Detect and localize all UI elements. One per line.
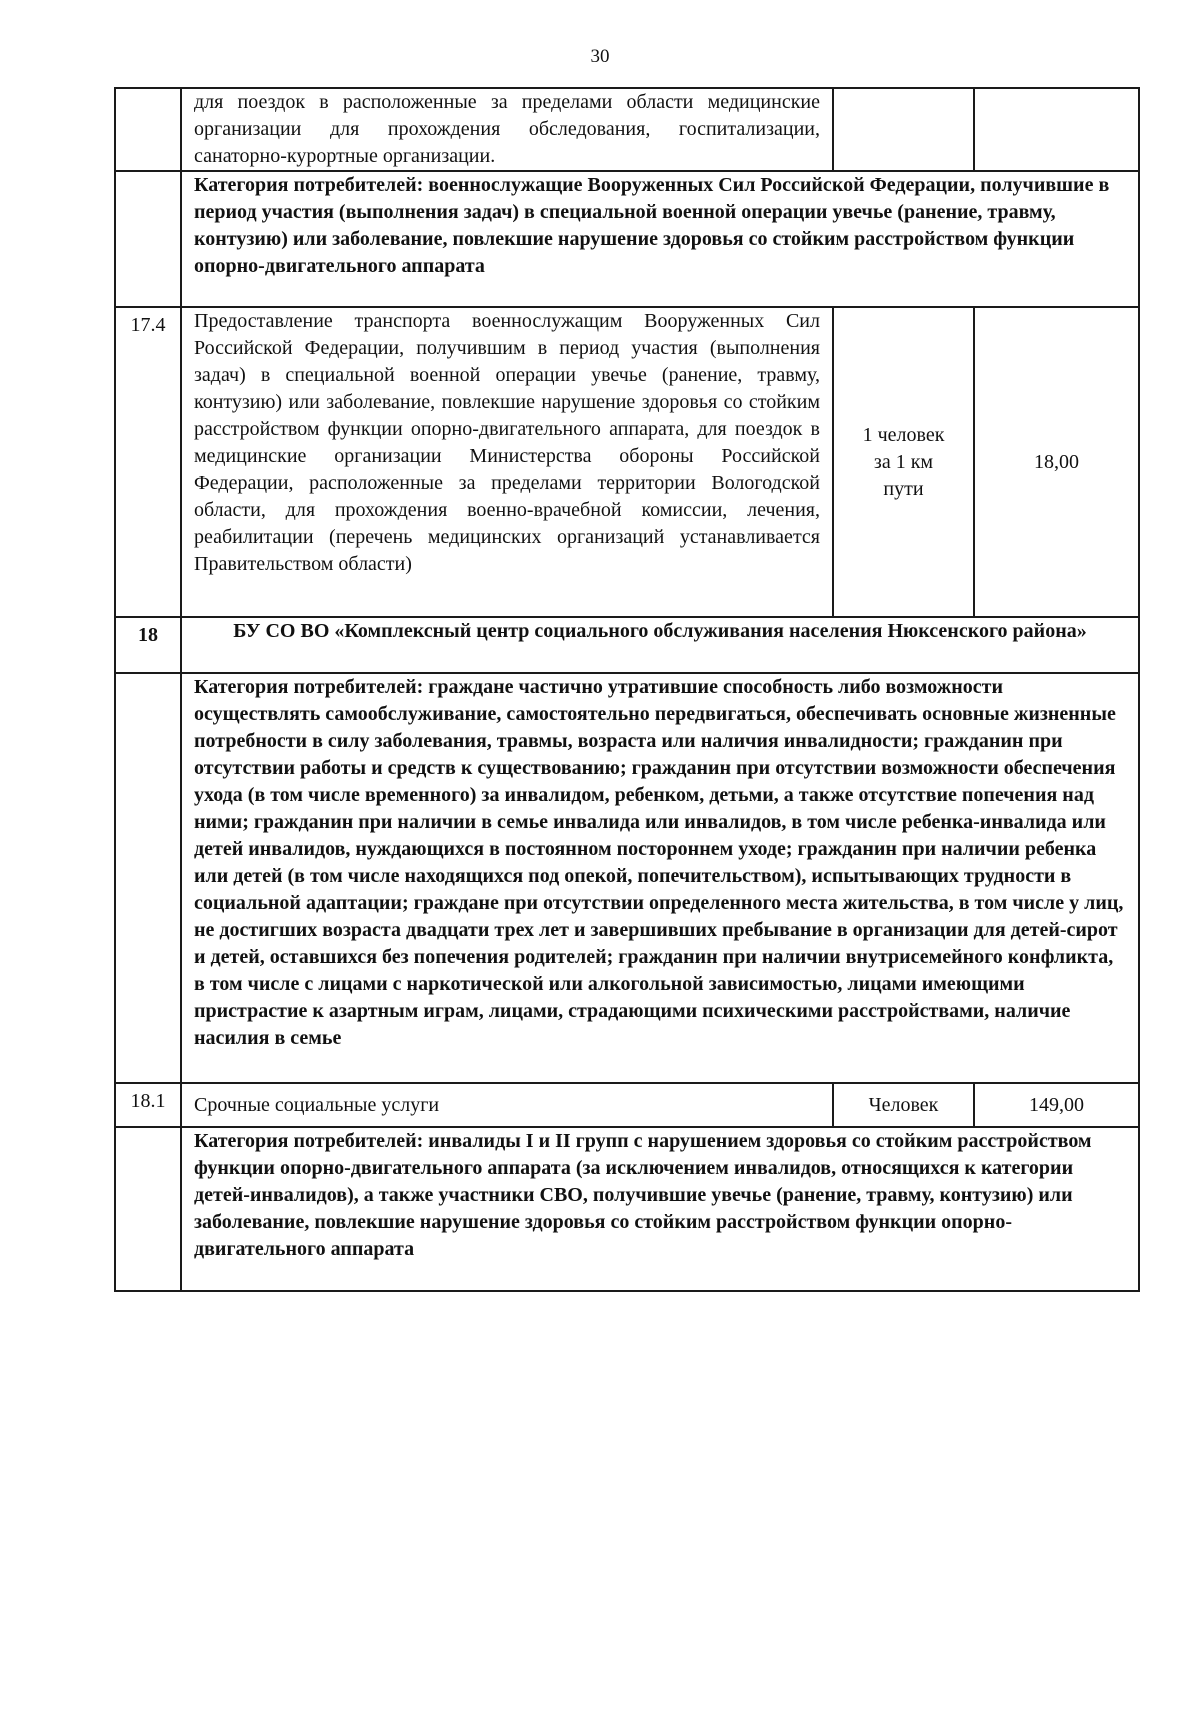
unit-line: за 1 км xyxy=(873,450,934,473)
service-description: Срочные социальные услуги xyxy=(181,1083,833,1127)
tariff-table xyxy=(114,87,1140,1292)
price-cell: 149,00 xyxy=(974,1083,1139,1127)
row-number-cell xyxy=(115,1127,181,1291)
table-row-organization xyxy=(115,617,1139,673)
row-number-cell xyxy=(115,88,181,171)
service-number: 18.1 xyxy=(115,1083,181,1127)
row-number-cell xyxy=(115,673,181,1083)
unit-cell xyxy=(833,307,974,617)
consumer-category: Категория потребителей: военнослужащие Вооруженных Сил Российской Федерации, получившие в период участия (выполнения задач) в специальной военной операции увечье (ранение, травму, контузию) или заболевание, повлекшие нарушение здоровья со стойким расстройством функции опорно-двигательного аппарата xyxy=(181,171,1139,307)
price-cell xyxy=(974,88,1139,171)
service-number: 17.4 xyxy=(115,307,181,617)
table-row-service xyxy=(115,307,1139,617)
organization-number: 18 xyxy=(115,617,181,673)
organization-title: БУ СО ВО «Комплексный центр социального обслуживания населения Нюксенского района» xyxy=(181,617,1139,673)
unit-cell xyxy=(833,88,974,171)
unit-cell: Человек xyxy=(833,1083,974,1127)
table-row-category xyxy=(115,171,1139,307)
unit-line: пути xyxy=(883,477,924,500)
table-row-category xyxy=(115,1127,1139,1291)
table-row-continuation xyxy=(115,88,1139,171)
service-description: для поездок в расположенные за пределами области медицинские организации для прохождения обследования, госпитализации, санаторно-курортные организации. xyxy=(181,88,833,171)
price-cell: 18,00 xyxy=(974,307,1139,617)
page-number: 30 xyxy=(590,46,610,67)
unit-line: 1 человек xyxy=(862,423,945,446)
table-row-category xyxy=(115,673,1139,1083)
row-number-cell xyxy=(115,171,181,307)
table-row-service xyxy=(115,1083,1139,1127)
consumer-category: Категория потребителей: инвалиды I и II групп с нарушением здоровья со стойким расстройством функции опорно-двигательного аппарата (за исключением инвалидов, относящихся к категории детей-инвалидов), а также участники СВО, получившие увечье (ранение, травму, контузию) или заболевание, повлекшие нарушение здоровья со стойким расстройством функции опорно-двигательного аппарата xyxy=(181,1127,1139,1291)
consumer-category: Категория потребителей: граждане частично утратившие способность либо возможности осуществлять самообслуживание, самостоятельно передвигаться, обеспечивать основные жизненные потребности в силу заболевания, травмы, возраста или наличия инвалидности; гражданин при отсутствии работы и средств к существованию; гражданин при отсутствии возможности обеспечения ухода (в том числе временного) за инвалидом, ребенком, детьми, а также отсутствие попечения над ними; гражданин при наличии в семье инвалида или инвалидов, в том числе ребенка-инвалида или детей инвалидов, нуждающихся в постоянном постороннем уходе; гражданин при наличии ребенка или детей (в том числе находящихся под опекой, попечительством), испытывающих трудности в социальной адаптации; граждане при отсутствии определенного места жительства, в том числе у лиц, не достигших возраста двадцати трех лет и завершивших пребывание в организации для детей-сирот и детей, оставшихся без попечения родителей; гражданин при наличии внутрисемейного конфликта, в том числе с лицами с наркотической или алкогольной зависимостью, лицами имеющими пристрастие к азартным играм, лицами, страдающими психическими расстройствами, наличие насилия в семье xyxy=(181,673,1139,1083)
service-description: Предоставление транспорта военнослужащим Вооруженных Сил Российской Федерации, получившим в период участия (выполнения задач) в специальной военной операции увечье (ранение, травму, контузию) или заболевание, повлекшие нарушение здоровья со стойким расстройством функции опорно-двигательного аппарата, для поездок в медицинские организации Министерства обороны Российской Федерации, расположенные за пределами территории Вологодской области, для прохождения военно-врачебной комиссии, лечения, реабилитации (перечень медицинских организаций устанавливается Правительством области) xyxy=(181,307,833,617)
